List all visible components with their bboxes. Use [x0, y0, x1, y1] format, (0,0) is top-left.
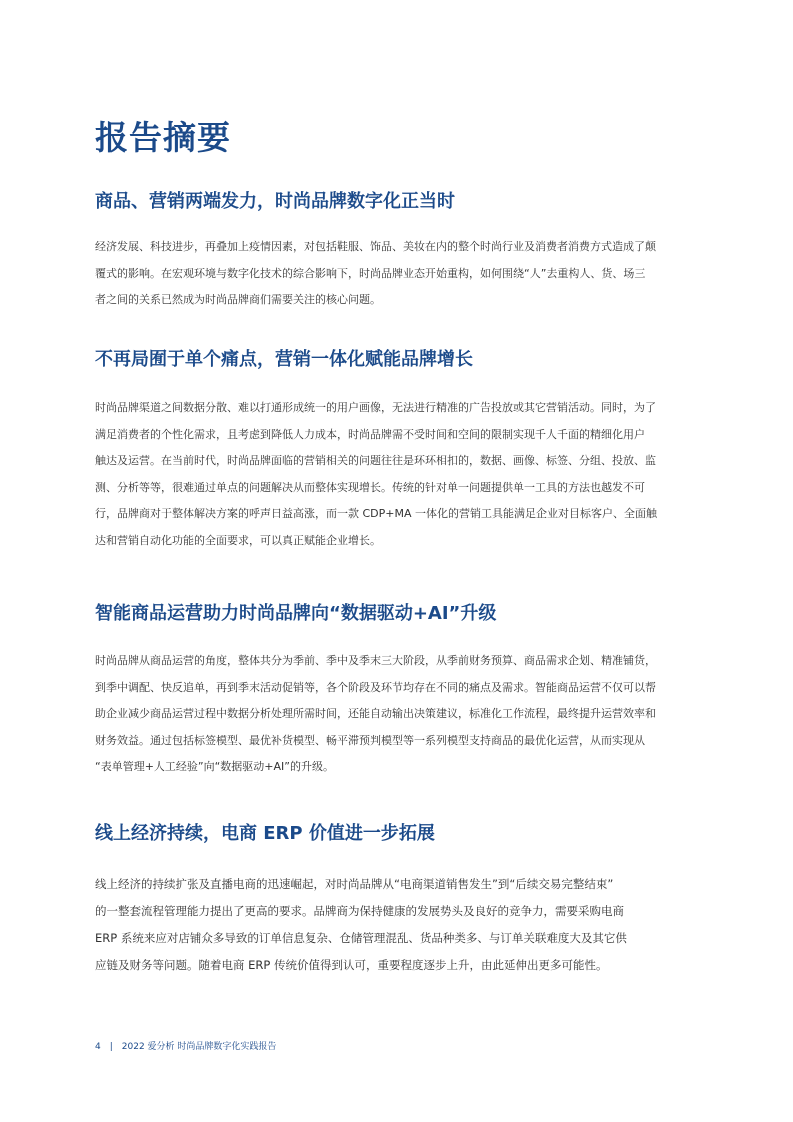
section-heading-3: 智能商品运营助力时尚品牌向“数据驱动+AI”升级 [95, 603, 497, 624]
paragraph-line: 测、分析等等，很难通过单点的问题解决从而整体实现增长。传统的针对单一问题提供单一工具的方法也越发不可 [95, 480, 645, 494]
paragraph-line: 达和营销自动化功能的全面要求，可以真正赋能企业增长。 [95, 533, 381, 547]
footer-separator: | [109, 1042, 113, 1052]
paragraph-line: 的一整套流程管理能力提出了更高的要求。品牌商为保持健康的发展势头及良好的竞争力，需要采购电商 [95, 904, 624, 918]
paragraph-line: 线上经济的持续扩张及直播电商的迅速崛起，对时尚品牌从“电商渠道销售发生”到“后续交易完整结束” [95, 877, 614, 891]
section-heading-1: 商品、营销两端发力，时尚品牌数字化正当时 [95, 191, 455, 212]
paragraph-line: 覆式的影响。在宏观环境与数字化技术的综合影响下，时尚品牌业态开始重构，如何围绕“人”去重构人、货、场三 [95, 266, 646, 280]
footer-report-name: 2022 爱分析 时尚品牌数字化实践报告 [121, 1042, 277, 1052]
paragraph-line: 者之间的关系已然成为时尚品牌商们需要关注的核心问题。 [95, 293, 381, 307]
paragraph-line: 时尚品牌从商品运营的角度，整体共分为季前、季中及季末三大阶段，从季前财务预算、商品需求企划、精准铺货， [95, 654, 656, 667]
page-footer [95, 1040, 276, 1054]
paragraph-line: ERP 系统来应对店铺众多导致的订单信息复杂、仓储管理混乱、货品种类多、与订单关联难度大及其它供 [95, 931, 627, 945]
paragraph-line: 助企业减少商品运营过程中数据分析处理所需时间，还能自动输出决策建议，标准化工作流程，最终提升运营效率和 [95, 707, 656, 721]
page-title: 报告摘要 [95, 118, 231, 157]
section-paragraph-2 [95, 395, 705, 555]
section-paragraph-4 [95, 871, 705, 979]
paragraph-line: 经济发展、科技进步，再叠加上疫情因素，对包括鞋服、饰品、美妆在内的整个时尚行业及消费者消费方式造成了颠 [95, 240, 656, 253]
section-paragraph-1 [95, 234, 705, 314]
paragraph-line: 应链及财务等问题。随着电商 ERP 传统价值得到认可，重要程度逐步上升，由此延伸出更多可能性。 [95, 958, 608, 972]
paragraph-line: 触达及运营。在当前时代，时尚品牌面临的营销相关的问题往往是环环相扣的，数据、画像、标签、分组、投放、监 [95, 454, 656, 468]
section-heading-4: 线上经济持续，电商 ERP 价值进一步拓展 [95, 823, 435, 844]
paragraph-line: 行，品牌商对于整体解决方案的呼声日益高涨，而一款 CDP+MA 一体化的营销工具能满足企业对目标客户、全面触 [95, 507, 658, 521]
page-number: 4 [95, 1042, 101, 1052]
paragraph-line: 时尚品牌渠道之间数据分散、难以打通形成统一的用户画像，无法进行精准的广告投放或其它营销活动。同时，为了 [95, 401, 656, 414]
section-paragraph-3 [95, 648, 705, 781]
paragraph-line: 财务效益。通过包括标签模型、最优补货模型、畅平滞预判模型等一系列模型支持商品的最优化运营，从而实现从 [95, 733, 645, 747]
section-heading-2: 不再局囿于单个痛点，营销一体化赋能品牌增长 [95, 349, 473, 370]
paragraph-line: 到季中调配、快反追单，再到季末活动促销等，各个阶段及环节均存在不同的痛点及需求。智能商品运营不仅可以帮 [95, 680, 656, 694]
paragraph-line: 满足消费者的个性化需求，且考虑到降低人力成本，时尚品牌需不受时间和空间的限制实现千人千面的精细化用户 [95, 427, 645, 441]
paragraph-line: “表单管理+人工经验”向“数据驱动+AI”的升级。 [95, 760, 334, 774]
